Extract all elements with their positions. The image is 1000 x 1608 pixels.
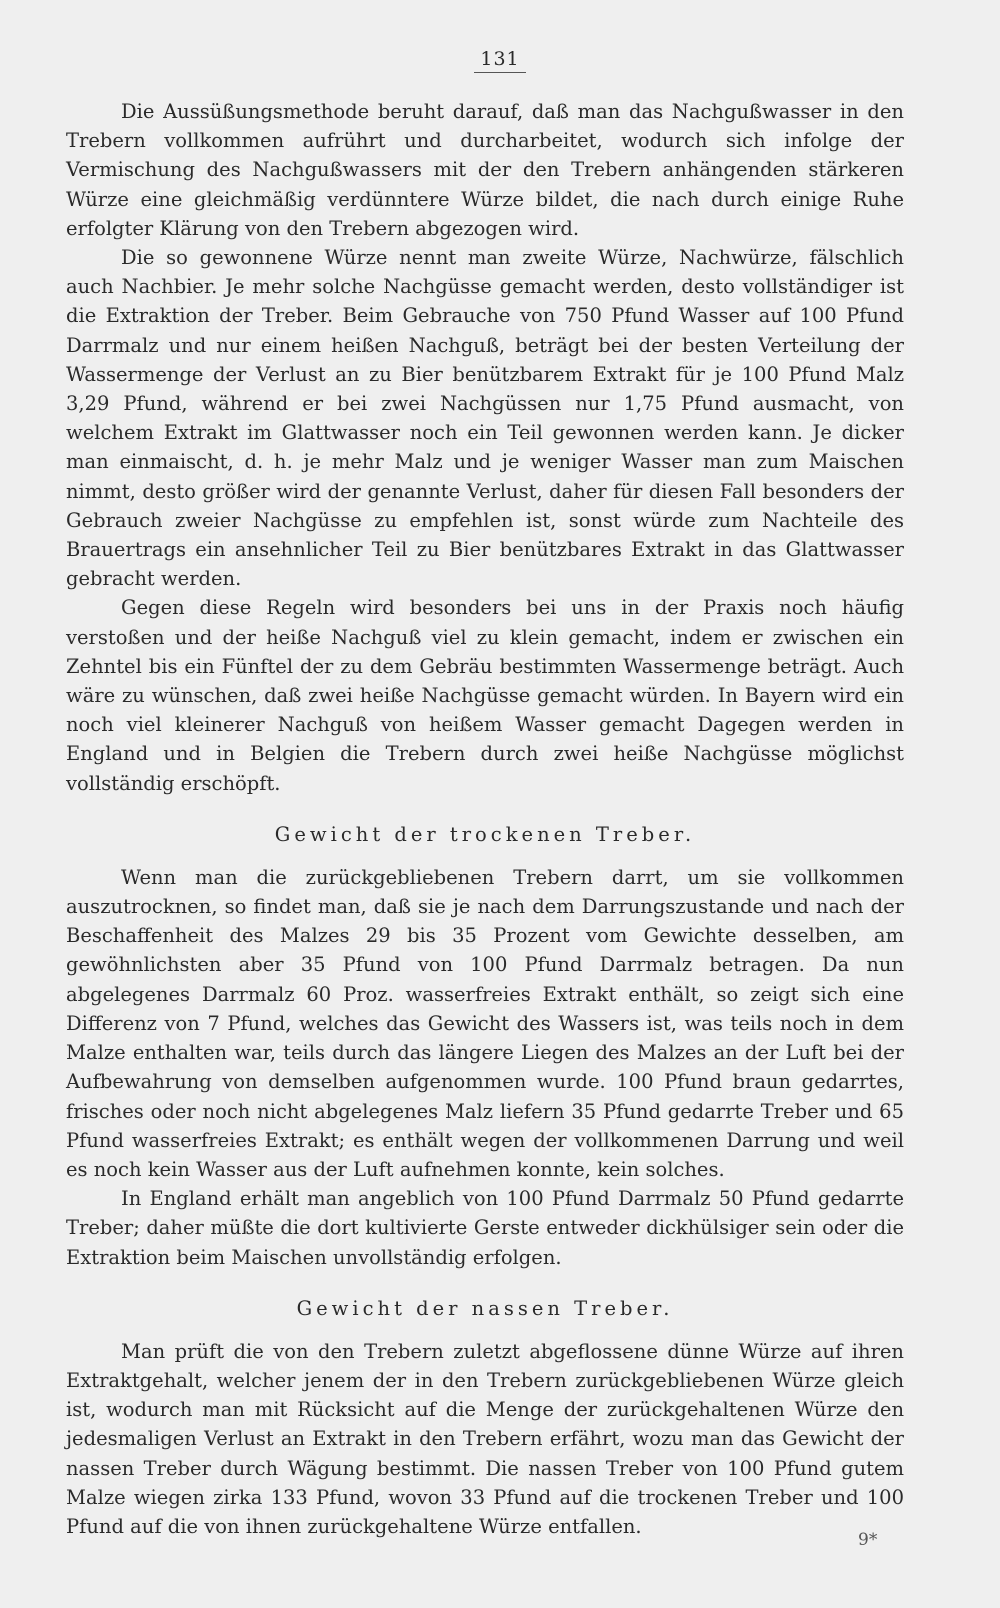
body-text [66, 97, 904, 1541]
page-number-text: 131 [474, 48, 525, 73]
section-heading-wet-grains: Gewicht der nassen Treber. [296, 1296, 674, 1320]
signature-mark: 9* [858, 1530, 878, 1550]
paragraph-dry-grains-weight: Wenn man die zurückgebliebenen Trebern darrt, um sie vollkommen auszutrocknen, so findet man, daß sie je nach dem Darrungszustande und nach der Beschaffenheit des Malzes 29 bis 35 Prozent vom Gewichte desselben, am gewöhnlichsten aber 35 Pfund von 100 Pfund Darrmalz betragen. Da nun abgelegenes Darrmalz 60 Proz. wasserfreies Extrakt enthält, so zeigt sich eine Differenz von 7 Pfund, welches das Gewicht des Wassers ist, was teils noch in dem Malze enthalten war, teils durch das längere Liegen des Malzes an der Luft bei der Aufbewahrung von demselben aufgenommen wurde. 100 Pfund braun gedarrtes, frisches oder noch nicht abgelegenes Malz liefern 35 Pfund gedarrte Treber und 65 Pfund wasserfreies Extrakt; es enthält wegen der vollkommenen Darrung und weil es noch kein Wasser aus der Luft aufnehmen konnte, kein solches. [66, 865, 904, 1181]
paragraph-england-dry: In England erhält man angeblich von 100 Pfund Darrmalz 50 Pfund gedarrte Treber; daher müßte die dort kultivierte Gerste entweder dickhülsiger sein oder die Extraktion beim Maischen unvollständig erfolgen. [66, 1187, 904, 1269]
paragraph-wet-grains-weight: Man prüft die von den Trebern zuletzt abgeflossene dünne Würze auf ihren Extraktgehalt, welcher jenem der in den Trebern zurückgebliebenen Würze gleich ist, wodurch man mit Rücksicht auf die Menge der zurückgehaltenen Würze den jedesmaligen Verlust an Extrakt in den Trebern erfährt, wozu man das Gewicht der nassen Treber durch Wägung bestimmt. Die nassen Treber von 100 Pfund gutem Malze wiegen zirka 133 Pfund, wovon 33 Pfund auf die trockenen Treber und 100 Pfund auf die von ihnen zurückgehaltene Würze entfallen. [66, 1339, 904, 1538]
page-number [0, 48, 1000, 73]
paragraph-rules: Gegen diese Regeln wird besonders bei uns in der Praxis noch häufig verstoßen und der heiße Nachguß viel zu klein gemacht, indem er zwischen ein Zehntel bis ein Fünftel der zu dem Gebräu bestimmten Wassermenge beträgt. Auch wäre zu wünschen, daß zwei heiße Nachgüsse gemacht würden. In Bayern wird ein noch viel kleinerer Nachguß von heißem Wasser gemacht Dagegen werden in England und in Belgien die Trebern durch zwei heiße Nachgüsse möglichst vollständig erschöpft. [66, 596, 904, 795]
paragraph-second-wort: Die so gewonnene Würze nennt man zweite Würze, Nachwürze, fälschlich auch Nachbier. Je mehr solche Nachgüsse gemacht werden, desto vollständiger ist die Extraktion der Treber. Beim Gebrauche von 750 Pfund Wasser auf 100 Pfund Darrmalz und nur einem heißen Nachguß, beträgt bei der besten Verteilung der Wassermenge der Verlust an zu Bier benützbarem Extrakt für je 100 Pfund Malz 3,29 Pfund, während er bei zwei Nachgüssen nur 1,75 Pfund ausmacht, von welchem Extrakt im Glattwasser noch ein Teil gewonnen werden kann. Je dicker man einmaischt, d. h. je mehr Malz und je weniger Wasser man zum Maischen nimmt, desto größer wird der genannte Verlust, daher für diesen Fall besonders der Gebrauch zweier Nachgüsse zu empfehlen ist, sonst würde zum Nachteile des Brauertrags ein ansehnlicher Teil zu Bier benützbares Extrakt in das Glattwasser gebracht werden. [66, 246, 904, 591]
paragraph-rinsing-method: Die Aussüßungsmethode beruht darauf, daß man das Nachgußwasser in den Trebern vollkommen aufrührt und durcharbeitet, wodurch sich infolge der Vermischung des Nachgußwassers mit der den Trebern anhängenden stärkeren Würze eine gleichmäßig verdünntere Würze bildet, die nach durch einige Ruhe erfolgter Klärung von den Trebern abgezogen wird. [66, 100, 904, 240]
section-heading-dry-grains: Gewicht der trockenen Treber. [274, 822, 696, 846]
